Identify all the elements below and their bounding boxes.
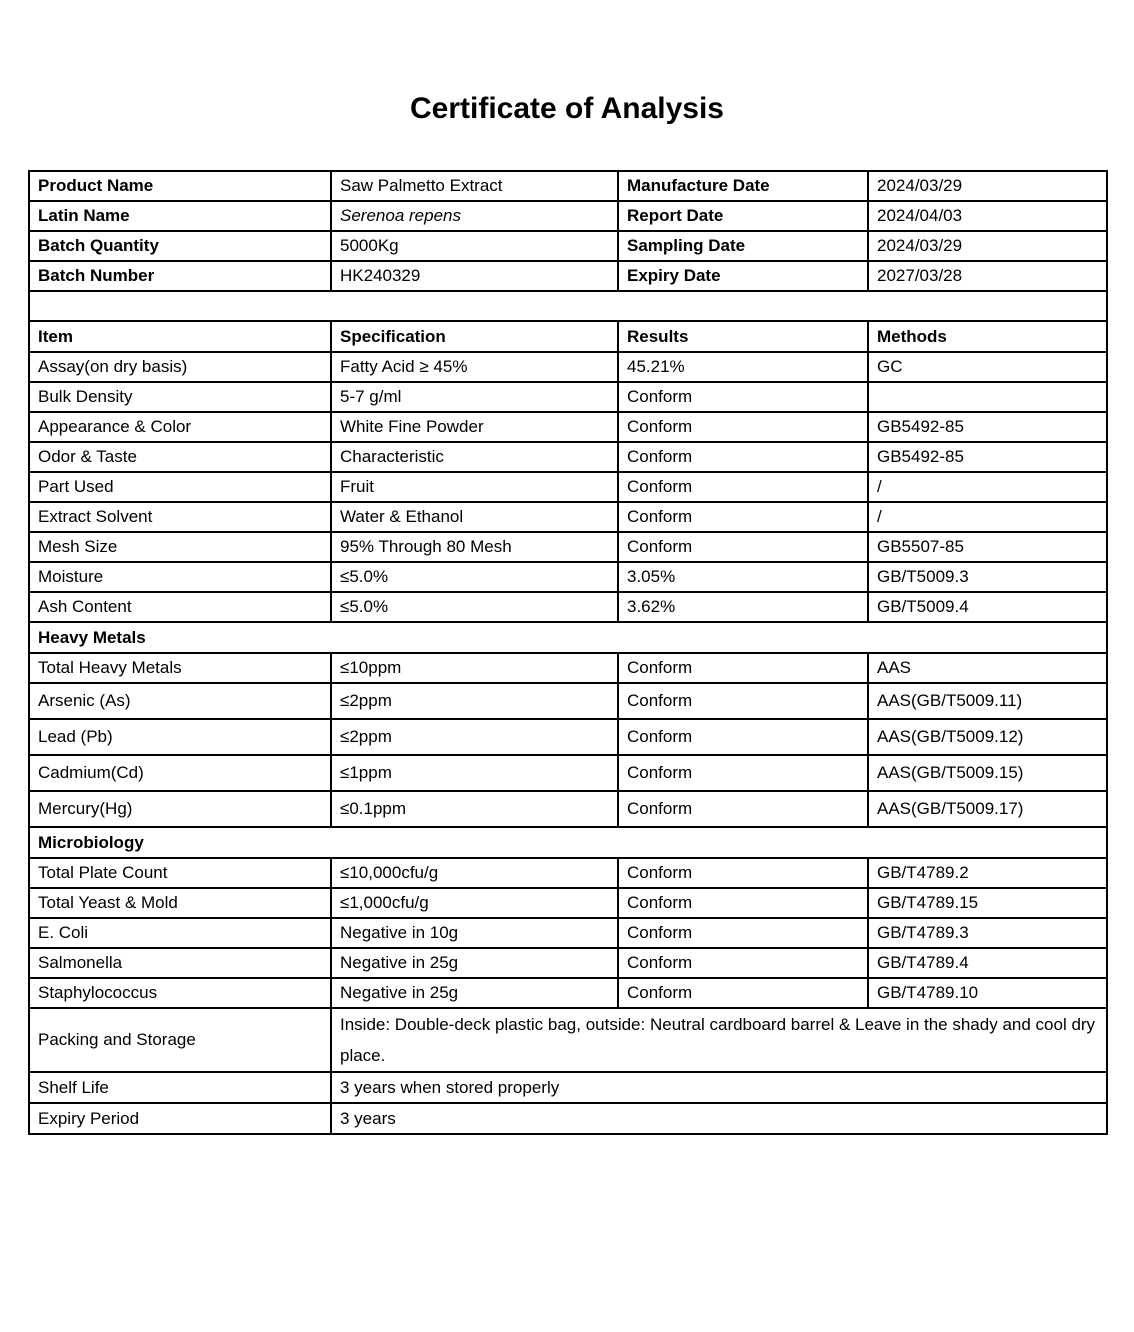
table-row [29,352,1107,382]
expiry-period-value: 3 years [331,1103,1107,1134]
section-header-microbiology: Microbiology [29,827,1107,858]
methods-cell [868,382,1107,412]
methods-cell: GB/T4789.2 [868,858,1107,888]
table-row [29,653,1107,683]
info-label: Batch Number [29,261,331,291]
specification-cell: ≤10ppm [331,653,618,683]
table-row [29,592,1107,622]
specification-cell: Water & Ethanol [331,502,618,532]
info-value: 2024/03/29 [868,231,1107,261]
specification-cell: Negative in 25g [331,948,618,978]
item-cell: Total Plate Count [29,858,331,888]
methods-cell: AAS(GB/T5009.12) [868,719,1107,755]
table-row [29,412,1107,442]
info-label: Latin Name [29,201,331,231]
results-cell: Conform [618,683,868,719]
specification-cell: Negative in 25g [331,978,618,1008]
results-cell: Conform [618,382,868,412]
spacer-cell [29,291,1107,321]
specification-cell: ≤2ppm [331,719,618,755]
table-row [29,382,1107,412]
column-header-methods: Methods [868,321,1107,352]
info-label: Sampling Date [618,231,868,261]
table-row [29,791,1107,827]
specification-cell: Characteristic [331,442,618,472]
item-cell: Shelf Life [29,1072,331,1103]
item-cell: Extract Solvent [29,502,331,532]
specification-cell: 5-7 g/ml [331,382,618,412]
table-row [29,472,1107,502]
item-cell: Mesh Size [29,532,331,562]
table-row [29,719,1107,755]
methods-cell: GB/T5009.3 [868,562,1107,592]
info-value: 2024/04/03 [868,201,1107,231]
item-cell: Expiry Period [29,1103,331,1134]
table-row [29,442,1107,472]
table-row [29,978,1107,1008]
item-cell: Salmonella [29,948,331,978]
item-cell: Lead (Pb) [29,719,331,755]
results-cell: Conform [618,791,868,827]
specification-cell: ≤2ppm [331,683,618,719]
shelf-life-value: 3 years when stored properly [331,1072,1107,1103]
info-value: 5000Kg [331,231,618,261]
item-cell: Staphylococcus [29,978,331,1008]
results-cell: Conform [618,653,868,683]
table-row [29,948,1107,978]
specification-cell: White Fine Powder [331,412,618,442]
table-row-packing-storage [29,1008,1107,1072]
item-cell: Assay(on dry basis) [29,352,331,382]
table-row [29,683,1107,719]
methods-cell: GB5507-85 [868,532,1107,562]
table-row [29,858,1107,888]
results-cell: Conform [618,948,868,978]
results-cell: Conform [618,858,868,888]
info-label: Manufacture Date [618,171,868,201]
page-title: Certificate of Analysis [410,92,724,125]
item-cell: Arsenic (As) [29,683,331,719]
results-cell: 3.05% [618,562,868,592]
item-cell: Cadmium(Cd) [29,755,331,791]
methods-cell: AAS(GB/T5009.11) [868,683,1107,719]
results-cell: Conform [618,532,868,562]
specification-cell: ≤0.1ppm [331,791,618,827]
specification-cell: Fatty Acid ≥ 45% [331,352,618,382]
column-header-specification: Specification [331,321,618,352]
info-label: Expiry Date [618,261,868,291]
info-row [29,201,1107,231]
methods-cell: GB5492-85 [868,442,1107,472]
methods-cell: GB/T4789.3 [868,918,1107,948]
methods-cell: GB/T4789.15 [868,888,1107,918]
info-label: Product Name [29,171,331,201]
methods-cell: GB/T4789.4 [868,948,1107,978]
item-cell: Part Used [29,472,331,502]
results-cell: Conform [618,888,868,918]
results-cell: 3.62% [618,592,868,622]
results-cell: Conform [618,918,868,948]
info-label: Report Date [618,201,868,231]
table-row [29,888,1107,918]
item-cell: E. Coli [29,918,331,948]
packing-storage-value: Inside: Double-deck plastic bag, outside: Neutral cardboard barrel & Leave in the shady and cool dry place. [331,1008,1107,1072]
table-row [29,755,1107,791]
spec-header-row [29,321,1107,352]
info-value: 2024/03/29 [868,171,1107,201]
methods-cell: GC [868,352,1107,382]
column-header-item: Item [29,321,331,352]
column-header-results: Results [618,321,868,352]
methods-cell: GB5492-85 [868,412,1107,442]
results-cell: Conform [618,978,868,1008]
results-cell: Conform [618,472,868,502]
info-label: Batch Quantity [29,231,331,261]
methods-cell: AAS [868,653,1107,683]
specification-cell: ≤1,000cfu/g [331,888,618,918]
item-cell: Bulk Density [29,382,331,412]
section-header-row [29,622,1107,653]
results-cell: Conform [618,412,868,442]
results-cell: Conform [618,502,868,532]
table-row [29,918,1107,948]
spacer-row [29,291,1107,321]
specification-cell: Negative in 10g [331,918,618,948]
info-value: Saw Palmetto Extract [331,171,618,201]
table-row [29,562,1107,592]
methods-cell: AAS(GB/T5009.15) [868,755,1107,791]
section-header-row [29,827,1107,858]
specification-cell: ≤5.0% [331,562,618,592]
item-cell: Packing and Storage [29,1008,331,1072]
info-value: 2027/03/28 [868,261,1107,291]
info-row [29,231,1107,261]
section-header-heavy-metals: Heavy Metals [29,622,1107,653]
results-cell: Conform [618,719,868,755]
methods-cell: / [868,502,1107,532]
item-cell: Odor & Taste [29,442,331,472]
info-row [29,261,1107,291]
methods-cell: / [868,472,1107,502]
table-row-shelf-life [29,1072,1107,1103]
item-cell: Moisture [29,562,331,592]
methods-cell: GB/T4789.10 [868,978,1107,1008]
table-row [29,532,1107,562]
item-cell: Total Yeast & Mold [29,888,331,918]
item-cell: Ash Content [29,592,331,622]
specification-cell: ≤1ppm [331,755,618,791]
info-value-latin-name: Serenoa repens [331,201,618,231]
table-row [29,502,1107,532]
item-cell: Total Heavy Metals [29,653,331,683]
table-row-expiry-period [29,1103,1107,1134]
specification-cell: ≤10,000cfu/g [331,858,618,888]
item-cell: Mercury(Hg) [29,791,331,827]
info-row [29,171,1107,201]
item-cell: Appearance & Color [29,412,331,442]
results-cell: Conform [618,755,868,791]
results-cell: 45.21% [618,352,868,382]
methods-cell: GB/T5009.4 [868,592,1107,622]
specification-cell: ≤5.0% [331,592,618,622]
methods-cell: AAS(GB/T5009.17) [868,791,1107,827]
info-value: HK240329 [331,261,618,291]
certificate-table [28,170,1108,1135]
specification-cell: 95% Through 80 Mesh [331,532,618,562]
results-cell: Conform [618,442,868,472]
specification-cell: Fruit [331,472,618,502]
